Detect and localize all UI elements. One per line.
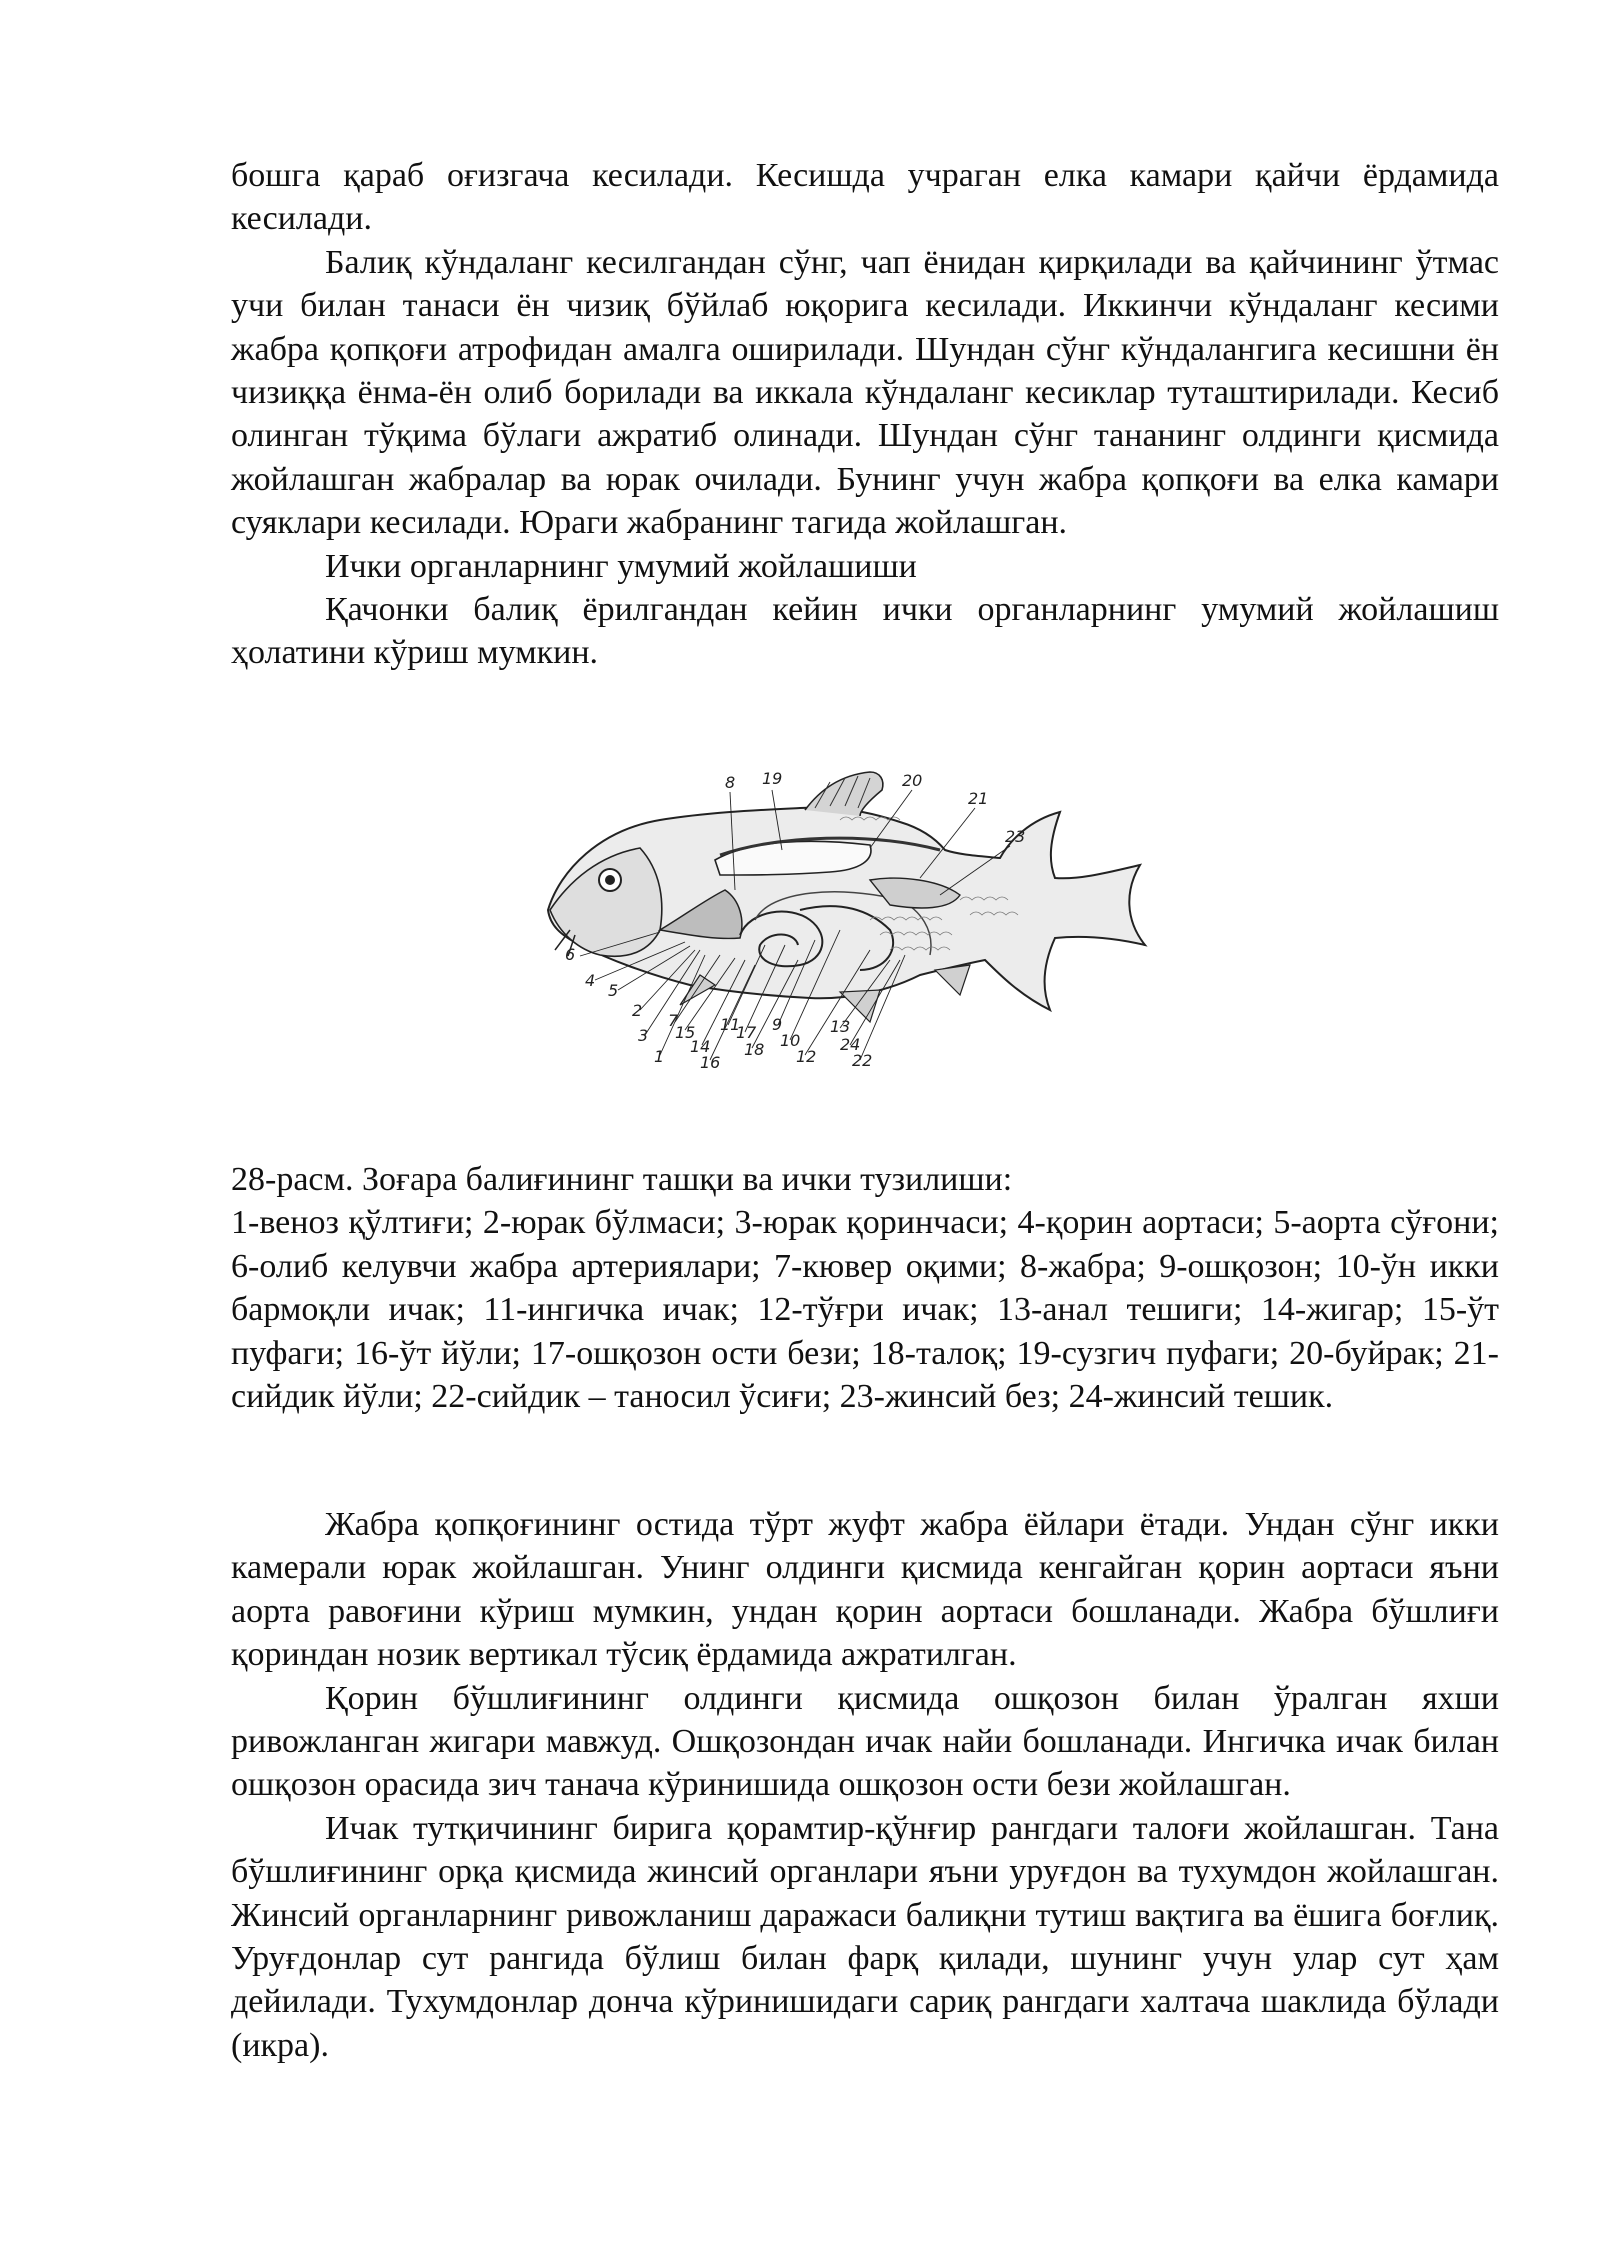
label-14: 14 (690, 1037, 711, 1056)
label-5: 5 (608, 981, 619, 1000)
label-15: 15 (675, 1023, 696, 1042)
label-6: 6 (565, 945, 576, 964)
figure-caption (231, 1158, 1499, 1418)
label-20: 20 (902, 771, 923, 790)
label-12: 12 (796, 1047, 817, 1066)
paragraph: бошга қараб оғизгача кесилади. Кесишда учраган елка камари қайчи ёрдамида кесилади. (231, 157, 1499, 238)
label-18: 18 (744, 1040, 765, 1059)
label-24: 24 (840, 1035, 861, 1054)
label-13: 13 (830, 1017, 851, 1036)
label-3: 3 (638, 1026, 649, 1045)
caption-title: 28-расм. Зоғара балиғининг ташқи ва ички тузилиши: (231, 1161, 1013, 1198)
caption-legend: 1-веноз қўлтиғи; 2-юрак бўлмаси; 3-юрак қоринчаси; 4-қорин аортаси; 5-аорта сўғони; 6-олиб келувчи жабра артериялари; 7-кювер оқими; 8-жабра; 9-ошқозон; 10-ўн икки бармоқли ичак; 11-ингичка ичак; 12-тўғри ичак; 13-анал тешиги; 14-жигар; 15-ўт пуфаги; 16-ўт йўли; 17-ошқозон ости бези; 18-талоқ; 19-сузгич пуфаги; 20-буйрак; 21-сийдик йўли; 22-сийдик – таносил ўсиғи; 23-жинсий без; 24-жинсий тешик. (231, 1204, 1499, 1416)
label-16: 16 (700, 1053, 721, 1072)
label-8: 8 (725, 773, 736, 792)
label-22: 22 (852, 1051, 873, 1070)
label-7: 7 (668, 1011, 679, 1030)
label-9: 9 (772, 1015, 783, 1034)
fish-drawing (540, 760, 1160, 1090)
paragraph: Балиқ кўндаланг кесилгандан сўнг, чап ёнидан қирқилади ва қайчининг ўтмас учи билан танаси ён чизиқ бўйлаб юқорига кесилади. Иккинчи кўндаланг кесими жабра қопқоғи атрофидан амалга оширилади. Шундан сўнг кўндалангига кесишни ён чизиққа ёнма-ён олиб борилади ва иккала кўндаланг кесиклар туташтирилади. Кесиб олинган тўқима бўлаги ажратиб олинади. Шундан сўнг тананинг олдинги қисмида жойлашган жабралар ва юрак очилади. Бунинг учун жабра қопқоғи ва елка камари суяклари кесилади. Юраги жабранинг тагида жойлашган. (231, 243, 1499, 542)
text-block-bottom (231, 1503, 1499, 2067)
label-2: 2 (632, 1001, 643, 1020)
label-19: 19 (762, 769, 783, 788)
paragraph: Ичак тутқичининг бирига қорамтир-қўнғир рангдаги талоғи жойлашган. Тана бўшлиғининг орқа қисмида жинсий органлари яъни уруғдон ва тухумдон жойлашган. Жинсий органларнинг ривожланиш даражаси балиқни тутиш вақтига ва ёшига боғлиқ. Уруғдонлар сут рангида бўлиш билан фарқ қилади, шунинг учун улар сут ҳам дейилади. Тухумдонлар дончa кўринишидаги сариқ рангдаги халтача шаклида бўлади (икра). (231, 1809, 1499, 2064)
label-11: 11 (720, 1015, 741, 1034)
label-4: 4 (585, 971, 596, 990)
label-23: 23 (1005, 827, 1026, 846)
fish-anatomy-figure (540, 760, 1160, 1090)
text-block-top (231, 154, 1499, 675)
label-1: 1 (654, 1047, 665, 1066)
label-21: 21 (968, 789, 989, 808)
label-17: 17 (736, 1023, 757, 1042)
paragraph: Қачонки балиқ ёрилгандан кейин ички органларнинг умумий жойлашиш ҳолатини кўриш мумкин. (231, 591, 1499, 672)
paragraph: Жабра қопқоғининг остида тўрт жуфт жабра ёйлари ётади. Ундан сўнг икки камерали юрак жойлашган. Унинг олдинги қисмида кенгайган қорин аортаси яъни аорта равоғини кўриш мумкин, ундан қорин аортаси бошланади. Жабра бўшлиғи қориндан нозик вертикал тўсиқ ёрдамида ажратилган. (231, 1506, 1499, 1674)
paragraph: Қорин бўшлиғининг олдинги қисмида ошқозон билан ўралган яхши ривожланган жигари мавжуд. Ошқозондан ичак найи бошланади. Ингичка ичак билан ошқозон орасида зич танача кўринишида ошқозон ости бези жойлашган. (231, 1679, 1499, 1804)
label-10: 10 (780, 1031, 801, 1050)
section-heading: Ички органларнинг умумий жойлашиши (325, 547, 917, 585)
